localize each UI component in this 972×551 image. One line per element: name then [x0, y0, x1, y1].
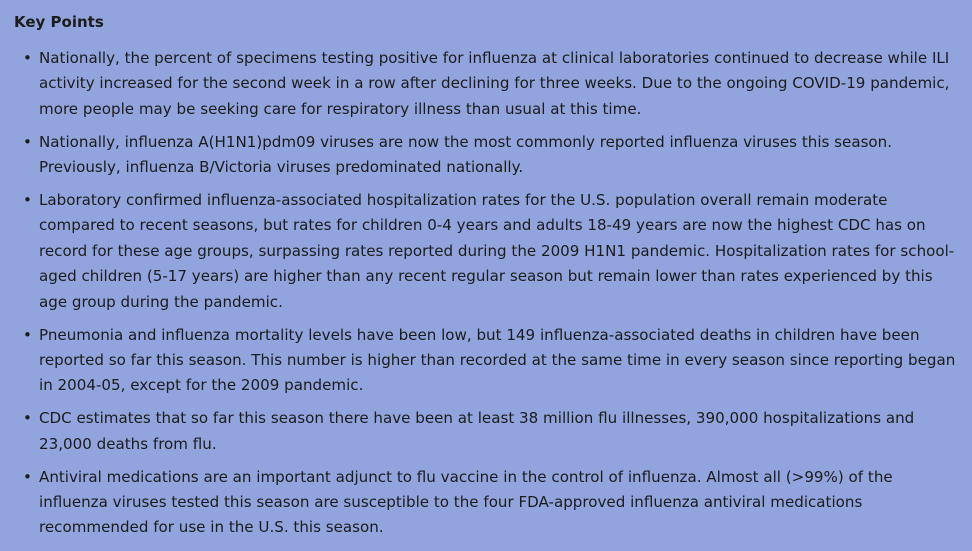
list-item-text: Antiviral medications are an important adjunct to flu vaccine in the control of influenza. Almost all (>99%) of the influenza viruses tested this season are susceptible to the four FDA-approved influenza antiviral medications recommended for use in the U.S. this season.: [39, 467, 893, 537]
bullet-icon: •: [23, 325, 32, 344]
list-item-text: Nationally, the percent of specimens testing positive for influenza at clinical laboratories continued to decrease while ILI activity increased for the second week in a row after declining for three weeks. Due to the ongoing COVID-19 pandemic, more people may be seeking care for respiratory illness than usual at this time.: [39, 49, 950, 118]
list-item: [14, 46, 962, 122]
key-points-list: [14, 46, 962, 541]
list-item: [14, 130, 962, 181]
bullet-icon: •: [23, 409, 32, 428]
list-item: [14, 323, 962, 399]
bullet-icon: •: [23, 132, 32, 151]
list-item-text: Pneumonia and influenza mortality levels have been low, but 149 influenza-associated deaths in children have been reported so far this season. This number is higher than recorded at the same time in every season since reporting began in 2004-05, except for the 2009 pandemic.: [39, 325, 956, 395]
list-item: [14, 465, 962, 541]
list-item-text: Laboratory confirmed influenza-associated hospitalization rates for the U.S. population overall remain moderate compared to recent seasons, but rates for children 0-4 years and adults 18-49 years are now the highest CDC has on record for these age groups, surpassing rates reported during the 2009 H1N1 pandemic. Hospitalization rates for school-aged children (5-17 years) are higher than any recent regular season but remain lower than rates experienced by this age group during the pandemic.: [39, 191, 955, 311]
list-item-text: Nationally, influenza A(H1N1)pdm09 viruses are now the most commonly reported influenza viruses this season. Previously, influenza B/Victoria viruses predominated nationally.: [39, 132, 893, 177]
list-item-text: CDC estimates that so far this season there have been at least 38 million flu illnesses, 390,000 hospitalizations and 23,000 deaths from flu.: [39, 409, 915, 453]
bullet-icon: •: [23, 467, 32, 486]
list-item: [14, 406, 962, 457]
section-title: Key Points: [14, 13, 104, 31]
list-item: [14, 188, 962, 315]
bullet-icon: •: [23, 191, 32, 210]
bullet-icon: •: [23, 49, 32, 67]
